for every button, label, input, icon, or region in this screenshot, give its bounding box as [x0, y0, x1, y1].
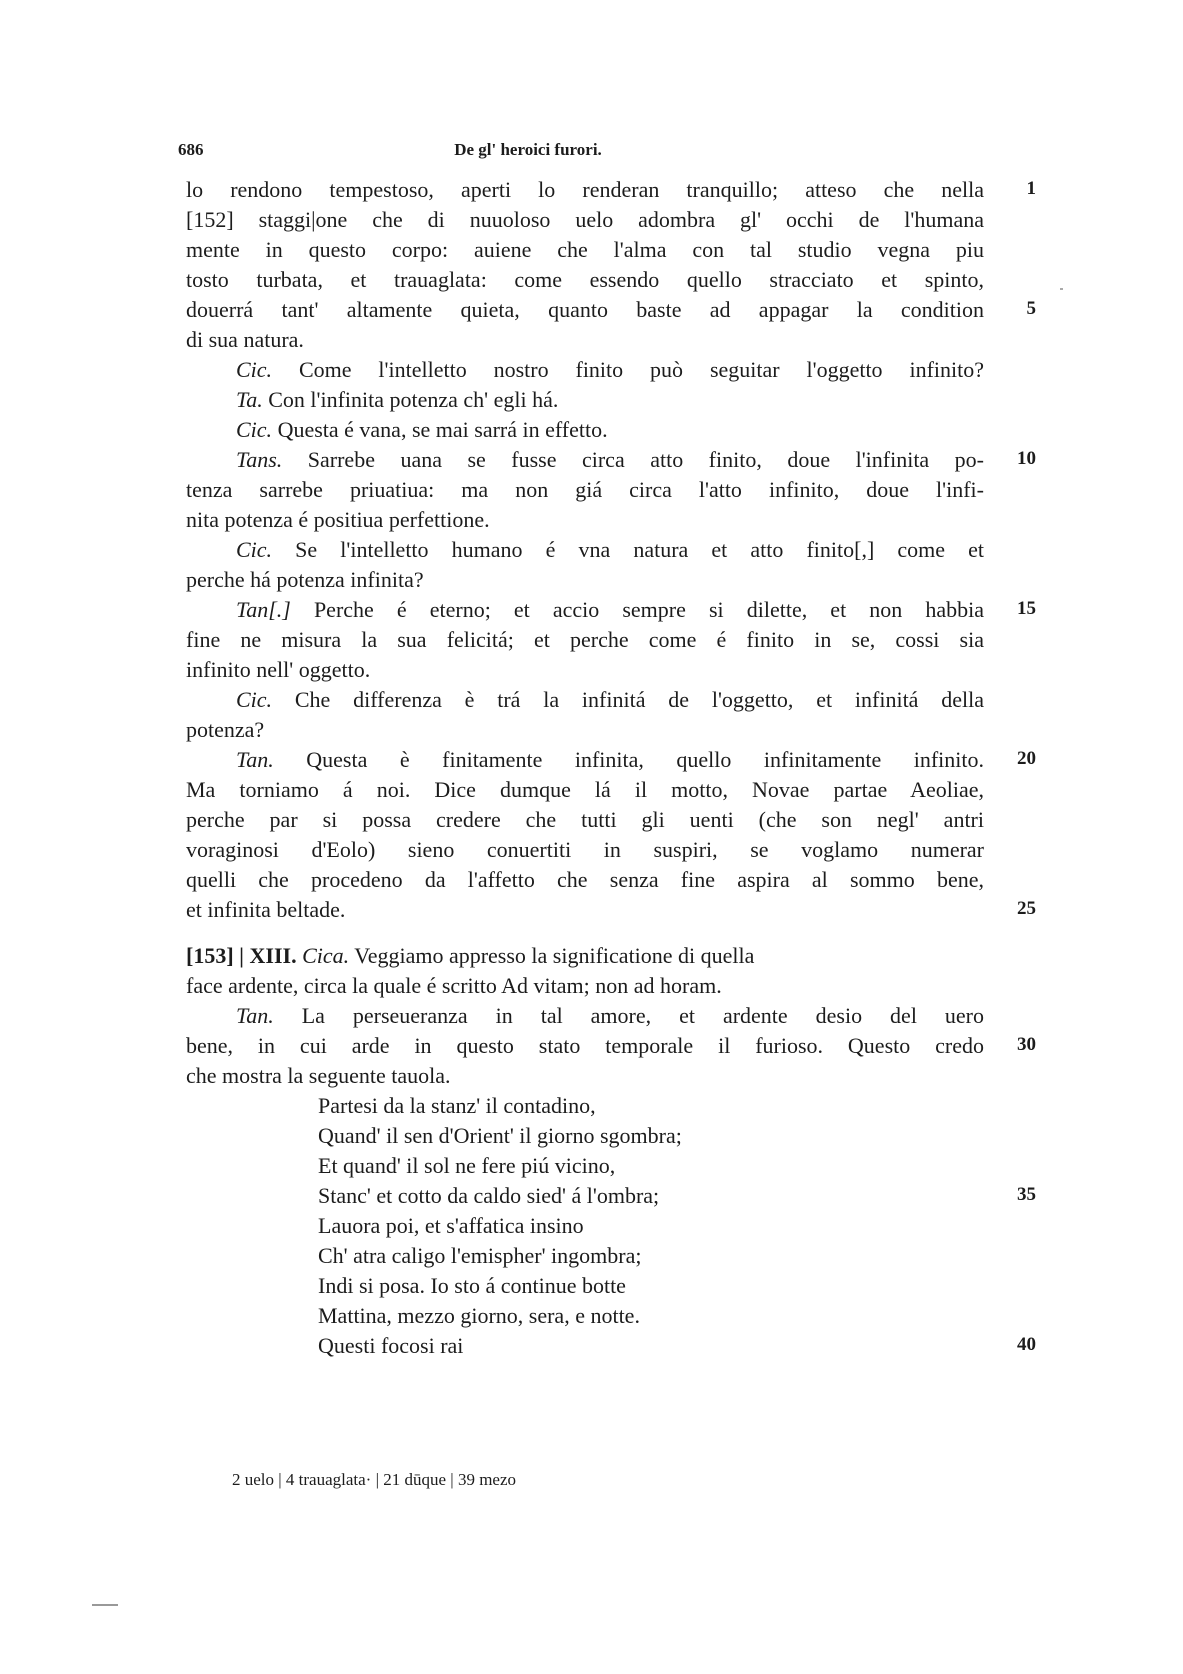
line-text: perche par si possa credere che tutti gli uenti (che son negl' antri — [186, 807, 984, 832]
line-text: douerrá tant' altamente quieta, quanto baste ad appagar la condition — [186, 297, 984, 322]
verse-line — [318, 1122, 918, 1150]
text-line — [186, 716, 986, 744]
line-text: Che differenza è trá la infinitá de l'oggetto, et infinitá della — [294, 687, 985, 712]
line-text: Ch' atra caligo l'emispher' ingombra; — [318, 1243, 642, 1268]
line-text: Partesi da la stanz' il contadino, — [318, 1093, 596, 1118]
text-line — [236, 386, 984, 414]
speaker-label: Tan. — [236, 747, 274, 772]
speaker-label: Cica. — [302, 943, 350, 968]
line-text: Stanc' et cotto da caldo sied' á l'ombra; — [318, 1183, 660, 1208]
line-text: infinito nell' oggetto. — [186, 657, 371, 682]
line-number: 25 — [1017, 898, 1036, 919]
line-text: nita potenza é positiua perfettione. — [186, 507, 490, 532]
line-text: Mattina, mezzo giorno, sera, e notte. — [318, 1303, 640, 1328]
text-line — [236, 416, 984, 444]
text-line — [236, 746, 984, 774]
text-line — [186, 626, 984, 654]
verse-line — [318, 1272, 918, 1300]
text-line — [236, 686, 984, 714]
text-line — [186, 1062, 986, 1090]
line-text: Questa è finitamente infinita, quello infinitamente infinito. — [306, 747, 985, 772]
speaker-label: Tans. — [236, 447, 283, 472]
line-text: La perseueranza in tal amore, et ardente desio del uero — [301, 1003, 984, 1028]
verse-line — [318, 1212, 918, 1240]
line-text: quelli che procedeno da l'affetto che senza fine aspira al sommo bene, — [186, 867, 984, 892]
line-text: Questa é vana, se mai sarrá in effetto. — [277, 417, 608, 442]
text-line — [186, 176, 984, 204]
page-number: 686 — [178, 140, 204, 159]
text-line — [186, 506, 986, 534]
text-line — [186, 656, 986, 684]
line-text: Se l'intelletto humano é vna natura et atto finito[,] come et — [295, 537, 985, 562]
running-title: De gl' heroici furori. — [454, 140, 602, 159]
text-line — [186, 266, 984, 294]
speaker-label: Tan[.] — [236, 597, 291, 622]
line-text: Con l'infinita potenza ch' egli há. — [268, 387, 559, 412]
line-text: potenza? — [186, 717, 265, 742]
text-line — [186, 836, 984, 864]
text-line — [186, 476, 984, 504]
line-text: Questi focosi rai — [318, 1333, 464, 1358]
scan-mark — [92, 1604, 118, 1606]
line-number: 35 — [1017, 1184, 1036, 1205]
section-marker: [153] | XIII. — [186, 943, 297, 968]
line-text: Come l'intelletto nostro finito può seguitar l'oggetto infinito? — [298, 357, 984, 382]
text-line — [186, 1032, 984, 1060]
text-line — [186, 206, 984, 234]
line-text: bene, in cui arde in questo stato temporale il furioso. Questo credo — [186, 1033, 984, 1058]
text-line — [236, 1002, 984, 1030]
text-line — [186, 236, 984, 264]
line-text: tosto turbata, et trauaglata: come essendo quello stracciato et spinto, — [186, 267, 984, 292]
line-text: Indi si posa. Io sto á continue botte — [318, 1273, 626, 1298]
running-header — [178, 140, 1018, 166]
verse-line — [318, 1242, 918, 1270]
verse-line — [318, 1152, 918, 1180]
speaker-label: Cic. — [236, 357, 273, 382]
line-text: mente in questo corpo: auiene che l'alma con tal studio vegna piu — [186, 237, 984, 262]
line-text: perche há potenza infinita? — [186, 567, 424, 592]
text-line — [236, 446, 984, 474]
speaker-label: Tan. — [236, 1003, 274, 1028]
line-number: 5 — [1026, 298, 1036, 319]
speaker-label: Cic. — [236, 537, 273, 562]
line-text: che mostra la seguente tauola. — [186, 1063, 451, 1088]
verse-line — [318, 1332, 918, 1360]
line-number: 10 — [1017, 448, 1036, 469]
text-line — [186, 866, 984, 894]
text-line — [236, 536, 984, 564]
line-text: lo rendono tempestoso, aperti lo renderan tranquillo; atteso che nella — [186, 177, 984, 202]
line-number: 30 — [1017, 1034, 1036, 1055]
text-line — [186, 296, 984, 324]
line-text: Perche é eterno; et accio sempre si dilette, et non habbia — [313, 597, 985, 622]
text-line — [236, 356, 984, 384]
line-text: Quand' il sen d'Orient' il giorno sgombra; — [318, 1123, 682, 1148]
verse-line — [318, 1182, 918, 1210]
line-text: Lauora poi, et s'affatica insino — [318, 1213, 584, 1238]
text-line — [186, 896, 986, 924]
line-text: et infinita beltade. — [186, 897, 346, 922]
text-line — [186, 566, 986, 594]
line-text: Et quand' il sol ne fere piú vicino, — [318, 1153, 616, 1178]
line-text: Ma torniamo á noi. Dice dumque lá il motto, Novae partae Aeoliae, — [186, 777, 984, 802]
text-line — [186, 942, 986, 970]
text-line — [236, 596, 984, 624]
line-number: 1 — [1026, 178, 1036, 199]
line-text: fine ne misura la sua felicitá; et perche come é finito in se, cossi sia — [186, 627, 984, 652]
verse-line — [318, 1302, 918, 1330]
text-line — [186, 972, 986, 1000]
text-line — [186, 326, 986, 354]
scan-speck — [1060, 288, 1063, 290]
line-text: face ardente, circa la quale é scritto Ad vitam; non ad horam. — [186, 973, 722, 998]
speaker-label: Cic. — [236, 417, 273, 442]
line-text: di sua natura. — [186, 327, 304, 352]
speaker-label: Cic. — [236, 687, 273, 712]
line-number: 15 — [1017, 598, 1036, 619]
line-text: voraginosi d'Eolo) sieno conuertiti in suspiri, se voglamo numerar — [186, 837, 984, 862]
verse-line — [318, 1092, 918, 1120]
line-text: tenza sarrebe priuatiua: ma non giá circa l'atto infinito, doue l'infi- — [186, 477, 984, 502]
line-text: [152] staggi|one che di nuuoloso uelo adombra gl' occhi de l'humana — [186, 207, 984, 232]
line-text: Veggiamo appresso la significatione di quella — [354, 943, 755, 968]
text-line — [186, 776, 984, 804]
line-number: 40 — [1017, 1334, 1036, 1355]
text-line — [186, 806, 984, 834]
speaker-label: Ta. — [236, 387, 263, 412]
line-text: Sarrebe uana se fusse circa atto finito, doue l'infinita po- — [307, 447, 985, 472]
line-number: 20 — [1017, 748, 1036, 769]
footnote-apparatus: 2 uelo | 4 trauaglata· | 21 dūque | 39 mezo — [232, 1470, 517, 1489]
